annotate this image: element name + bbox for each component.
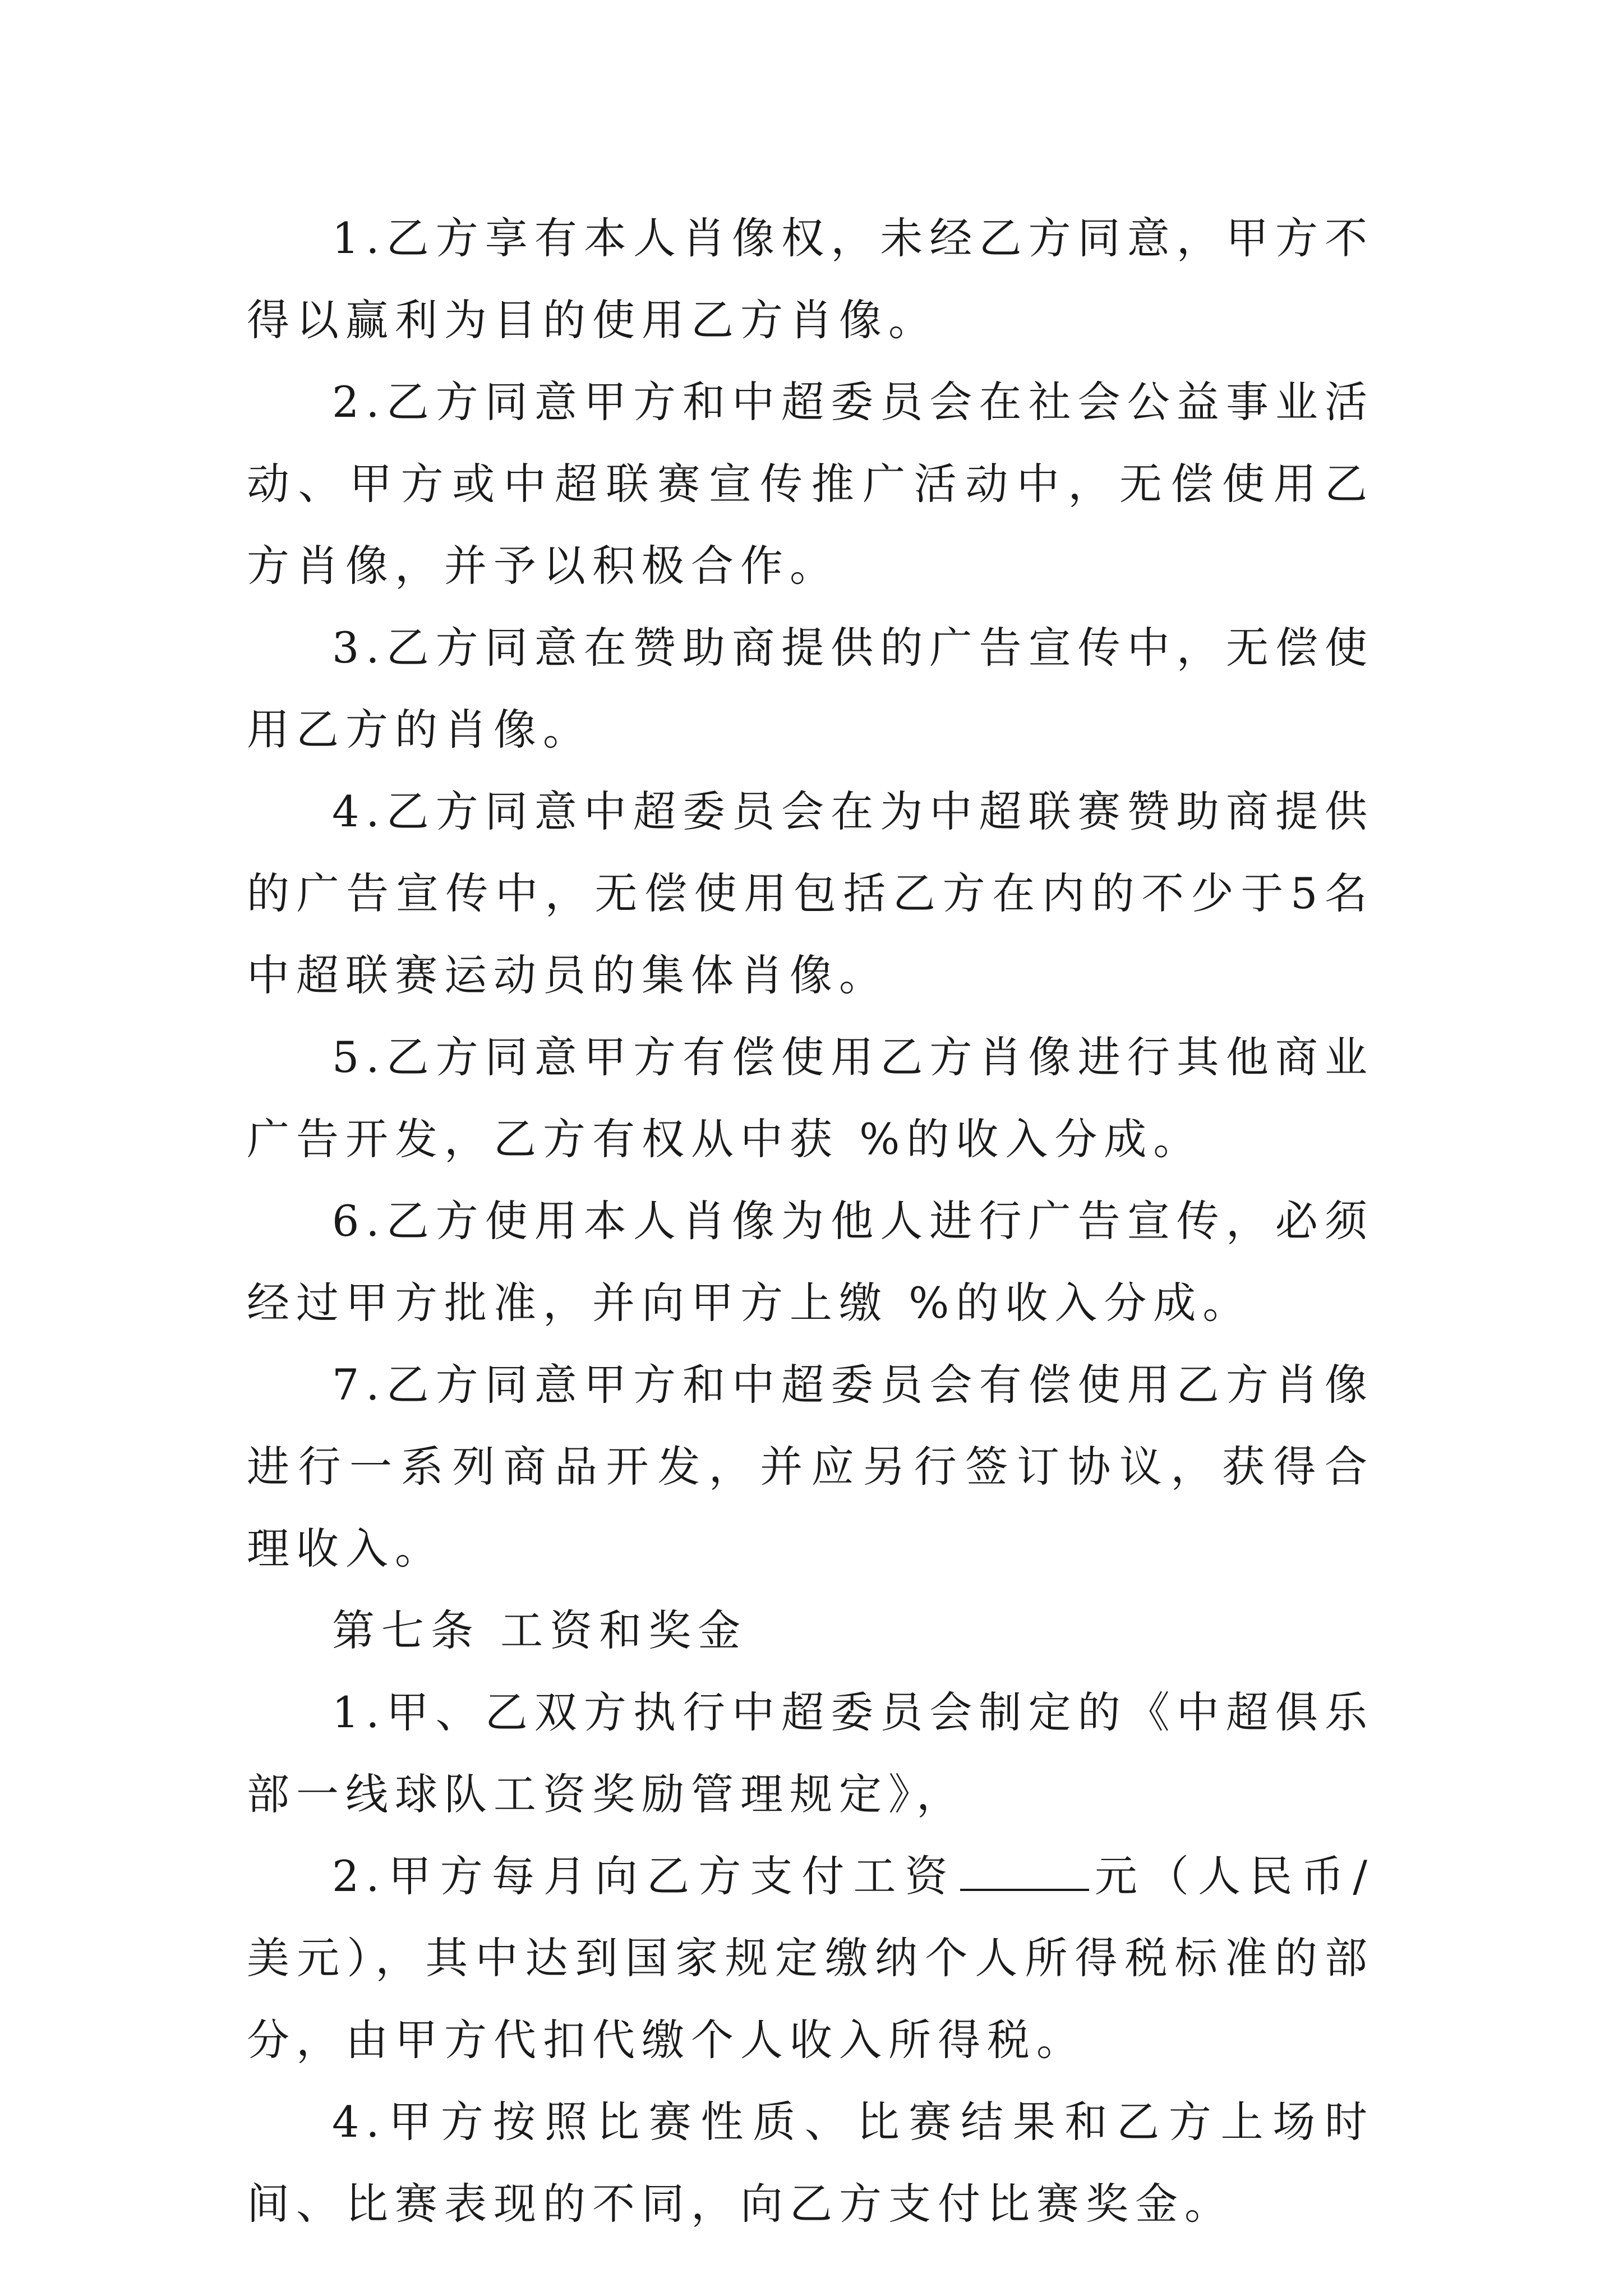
article-7-heading: 第七条 工资和奖金 (332, 1605, 748, 1655)
clause-portrait-2: 2.乙方同意甲方和中超委员会在社会公益事业活动、甲方或中超联赛宣传推广活动中，无偿使用乙方肖像，并予以积极合作。 (247, 377, 1374, 591)
clause-salary-4: 4.甲方按照比赛性质、比赛结果和乙方上场时间、比赛表现的不同，向乙方支付比赛奖金。 (247, 2097, 1374, 2229)
salary-text-after: 元（人民币/美元），其中达到国家规定缴纳个人所得税标准的部分，由甲方代扣代缴个人收入所得税。 (247, 1851, 1374, 2065)
clause-salary-2 (247, 1835, 1374, 2081)
clause-portrait-1: 1.乙方享有本人肖像权，未经乙方同意，甲方不得以赢利为目的使用乙方肖像。 (247, 213, 1374, 345)
salary-text-before: 2.甲方每月向乙方支付工资 (332, 1851, 957, 1901)
salary-amount-blank (960, 1849, 1089, 1891)
clause-salary-1: 1.甲、乙双方执行中超委员会制定的《中超俱乐部一线球队工资奖励管理规定》， (247, 1687, 1374, 1819)
clause-portrait-6: 6.乙方使用本人肖像为他人进行广告宣传，必须经过甲方批准，并向甲方上缴 %的收入分成。 (247, 1196, 1374, 1328)
clause-portrait-7: 7.乙方同意甲方和中超委员会有偿使用乙方肖像进行一系列商品开发，并应另行签订协议，获得合理收入。 (247, 1360, 1374, 1573)
clause-portrait-3: 3.乙方同意在赞助商提供的广告宣传中，无偿使用乙方的肖像。 (247, 623, 1374, 754)
clause-portrait-4: 4.乙方同意中超委员会在为中超联赛赞助商提供的广告宣传中，无偿使用包括乙方在内的不少于5名中超联赛运动员的集体肖像。 (247, 786, 1374, 1000)
clause-portrait-5: 5.乙方同意甲方有偿使用乙方肖像进行其他商业广告开发，乙方有权从中获 %的收入分成。 (247, 1032, 1374, 1164)
document-body (247, 197, 1374, 2245)
